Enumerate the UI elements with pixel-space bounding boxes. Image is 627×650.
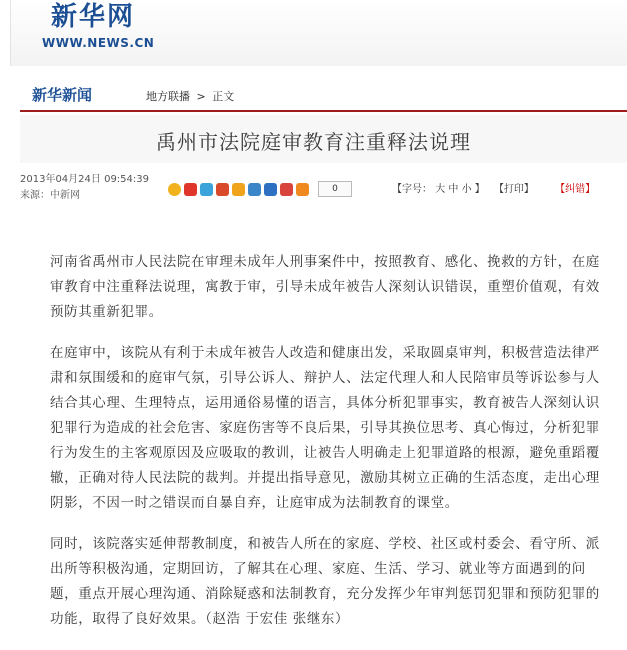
tencent-weibo-share-icon[interactable] [200, 183, 213, 196]
breadcrumb-local-news[interactable]: 地方联播 [146, 90, 190, 103]
font-size-label: 【字号： [392, 184, 432, 195]
share-bar [168, 180, 352, 198]
renren-share-icon[interactable] [264, 183, 277, 196]
article-title: 禹州市法院庭审教育注重释法说理 [156, 130, 471, 154]
article-source: 来源：中新网 [20, 190, 80, 201]
breadcrumb-current: 正文 [212, 90, 235, 103]
breadcrumb-separator: > [196, 90, 206, 103]
section-nav [20, 82, 627, 112]
article-meta [20, 172, 149, 204]
publish-datetime: 2013年04月24日 09:54:39 [20, 174, 149, 185]
sina-weibo-share-icon[interactable] [184, 183, 197, 196]
breadcrumb [146, 88, 237, 104]
article-paragraph: 在庭审中，该院从有利于未成年被告人改造和健康出发，采取圆桌审判，积极营造法律严肃和氛围缓和的庭审气氛，引导公诉人、辩护人、法定代理人和人民陪审员等诉讼参与人结合其心理、生理特点，运用通俗易懂的语言，具体分析犯罪事实，教育被告人深刻认识犯罪行为造成的社会危害、家庭伤害等不良后果，引导其换位思考、真心悔过，分析犯罪行为发生的主客观原因及应吸取的教训，让被告人明确走上犯罪道路的根源，避免重蹈覆辙，正确对待人民法院的裁判。并提出指导意见，激励其树立正确的生活态度，走出心理阴影，不因一时之错误而自暴自弃，让庭审成为法制教育的课堂。 [50, 345, 600, 511]
article-paragraph: 河南省禹州市人民法院在审理未成年人刑事案件中，按照教育、感化、挽救的方针，在庭审教育中注重释法说理，寓教于审，引导未成年被告人深刻认识错误，重塑价值观，有效预防其重新犯罪。 [50, 254, 600, 320]
font-size-small[interactable]: 小 [461, 184, 472, 195]
print-link[interactable]: 【打印】 [493, 184, 534, 195]
netease-share-icon[interactable] [280, 183, 293, 196]
article-body [50, 250, 610, 648]
site-url-logo[interactable]: WWW.NEWS.CN [42, 36, 155, 50]
report-error-link[interactable]: 【纠错】 [555, 184, 596, 195]
douban-share-icon[interactable] [232, 183, 245, 196]
xinhua-logo[interactable]: 新华网 [51, 2, 136, 32]
more-share-icon[interactable] [296, 183, 309, 196]
kaixin-share-icon[interactable] [216, 183, 229, 196]
font-size-large[interactable]: 大 [435, 184, 446, 195]
font-size-medium[interactable]: 中 [448, 184, 459, 195]
article-paragraph: 同时，该院落实延伸帮教制度，和被告人所在的家庭、学校、社区或村委会、看守所、派出所等积极沟通，定期回访，了解其在心理、家庭、生活、学习、就业等方面遇到的问题，重点开展心理沟通、消除疑惑和法制教育，充分发挥少年审判惩罚犯罪和预防犯罪的功能，取得了良好效果。（赵浩 于宏佳 张继东） [50, 536, 600, 627]
section-brand-link[interactable]: 新华新闻 [32, 86, 93, 104]
article-tools [392, 180, 595, 195]
qzone-share-icon[interactable] [168, 183, 181, 196]
site-header [10, 0, 627, 66]
share-count: 0 [318, 181, 352, 197]
font-size-close: 】 [474, 184, 485, 195]
sohu-share-icon[interactable] [248, 183, 261, 196]
